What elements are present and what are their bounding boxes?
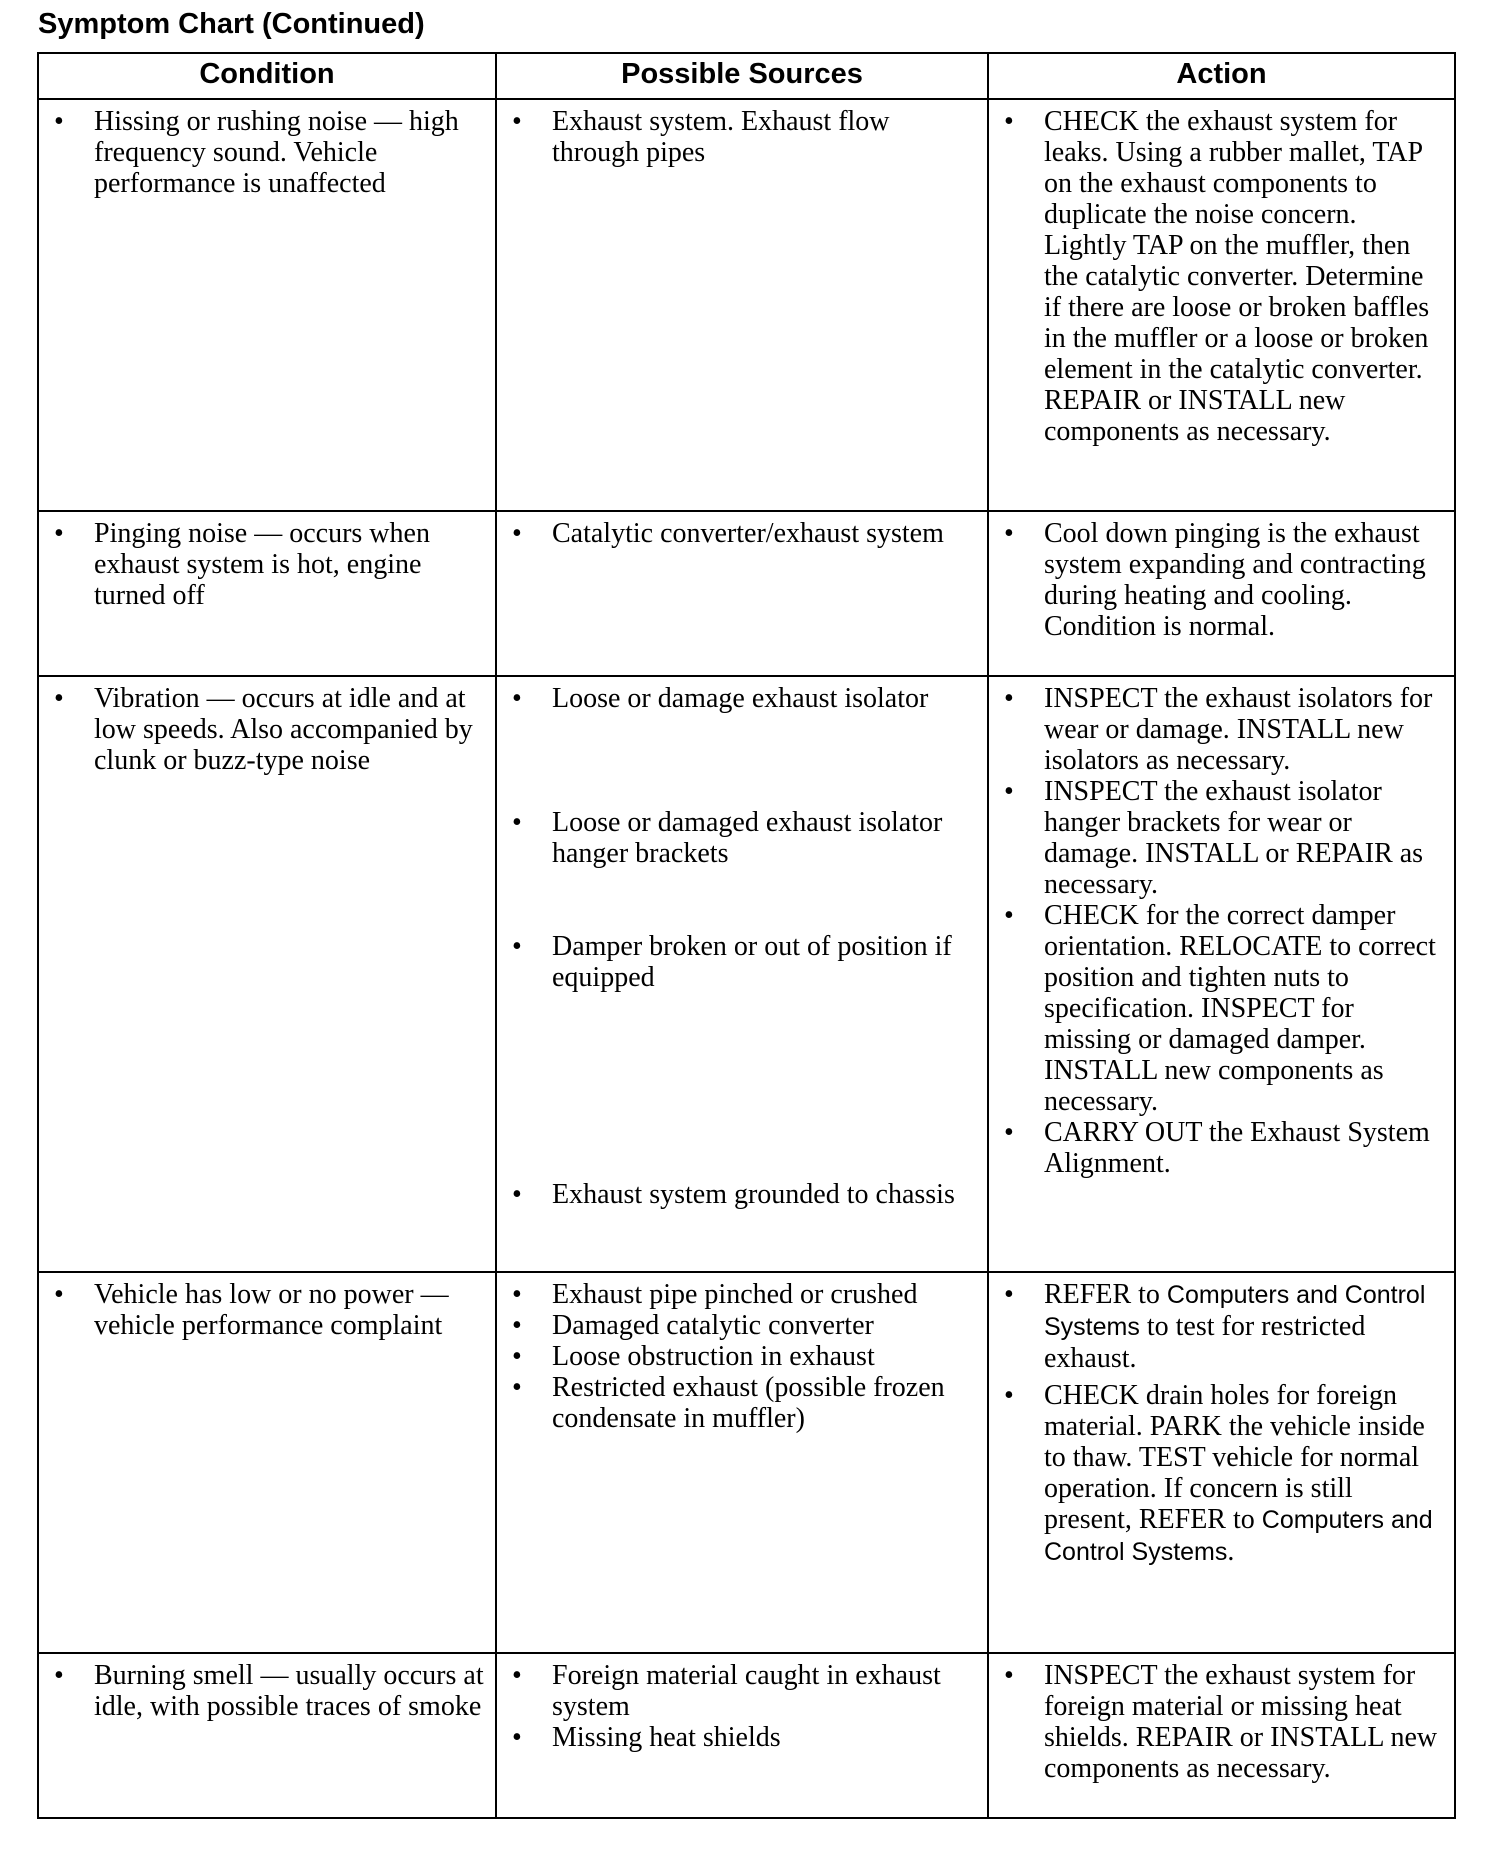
source-item: • Loose or damage exhaust isolator — [512, 683, 977, 807]
header-possible-sources: Possible Sources — [496, 53, 988, 99]
action-item: • INSPECT the exhaust isolator hanger brackets for wear or damage. INSTALL or REPAIR as necessary. — [1004, 776, 1444, 900]
chart-title: Symptom Chart (Continued) — [38, 8, 425, 40]
condition-text: • Vehicle has low or no power — vehicle performance complaint — [54, 1279, 485, 1341]
source-item: • Damaged catalytic converter — [512, 1310, 977, 1341]
header-action: Action — [988, 53, 1455, 99]
condition-cell — [38, 99, 496, 511]
source-item: • Exhaust system grounded to chassis — [512, 1179, 977, 1210]
source-item: • Missing heat shields — [512, 1722, 977, 1753]
source-item: • Exhaust system. Exhaust flow through pipes — [512, 106, 977, 168]
condition-text: • Pinging noise — occurs when exhaust system is hot, engine turned off — [54, 518, 485, 611]
condition-cell — [38, 1653, 496, 1818]
header-condition: Condition — [38, 53, 496, 99]
condition-text: • Hissing or rushing noise — high frequency sound. Vehicle performance is unaffected — [54, 106, 485, 199]
reference-computers-control-systems: Computers and Control Systems — [1044, 1506, 1433, 1566]
source-item: • Catalytic converter/exhaust system — [512, 518, 977, 549]
source-item: • Restricted exhaust (possible frozen condensate in muffler) — [512, 1372, 977, 1434]
action-item: • INSPECT the exhaust system for foreign material or missing heat shields. REPAIR or INSTALL new components as necessary. — [1004, 1660, 1444, 1784]
sources-cell — [496, 1653, 988, 1818]
action-cell — [988, 511, 1455, 676]
table-row — [38, 99, 1455, 511]
source-item: • Exhaust pipe pinched or crushed — [512, 1279, 977, 1310]
sources-cell — [496, 1272, 988, 1653]
source-item: • Loose obstruction in exhaust — [512, 1341, 977, 1372]
source-item: • Loose or damaged exhaust isolator hanger brackets — [512, 807, 977, 931]
condition-text: • Vibration — occurs at idle and at low speeds. Also accompanied by clunk or buzz-type noise — [54, 683, 485, 776]
condition-cell — [38, 676, 496, 1272]
action-item: • CARRY OUT the Exhaust System Alignment. — [1004, 1117, 1444, 1179]
table-row — [38, 1653, 1455, 1818]
action-cell — [988, 99, 1455, 511]
action-text: CHECK drain holes for foreign material. PARK the vehicle inside to thaw. TEST vehicle for normal operation. If concern is still present, REFER to — [1044, 1380, 1425, 1535]
source-item: • Damper broken or out of position if equipped — [512, 931, 977, 1179]
table-row — [38, 676, 1455, 1272]
sources-cell — [496, 511, 988, 676]
action-item: • CHECK the exhaust system for leaks. Using a rubber mallet, TAP on the exhaust components to duplicate the noise concern. Lightly TAP on the muffler, then the catalytic converter. Determine if there are loose or broken baffles in the muffler or a loose or broken element in the catalytic converter. REPAIR or INSTALL new components as necessary. — [1004, 106, 1444, 447]
reference-computers-control-systems: Computers and Control Systems — [1044, 1281, 1426, 1341]
action-item — [1004, 1279, 1444, 1374]
action-text: . — [1227, 1536, 1235, 1567]
action-item — [1004, 1380, 1444, 1568]
action-item: • Cool down pinging is the exhaust system expanding and contracting during heating and cooling. Condition is normal. — [1004, 518, 1444, 642]
action-text: to test for restricted exhaust. — [1044, 1311, 1366, 1374]
action-cell — [988, 1272, 1455, 1653]
sources-cell — [496, 676, 988, 1272]
action-cell — [988, 676, 1455, 1272]
condition-text: • Burning smell — usually occurs at idle, with possible traces of smoke — [54, 1660, 485, 1722]
table-row — [38, 511, 1455, 676]
symptom-table — [37, 52, 1456, 1819]
action-text: REFER to — [1044, 1279, 1167, 1310]
action-item: • CHECK for the correct damper orientation. RELOCATE to correct position and tighten nuts to specification. INSPECT for missing or damaged damper. INSTALL new components as necessary. — [1004, 900, 1444, 1117]
header-row — [38, 53, 1455, 99]
condition-cell — [38, 511, 496, 676]
sources-cell — [496, 99, 988, 511]
source-item: • Foreign material caught in exhaust system — [512, 1660, 977, 1722]
action-item: • INSPECT the exhaust isolators for wear or damage. INSTALL new isolators as necessary. — [1004, 683, 1444, 776]
table-row — [38, 1272, 1455, 1653]
action-cell — [988, 1653, 1455, 1818]
condition-cell — [38, 1272, 496, 1653]
